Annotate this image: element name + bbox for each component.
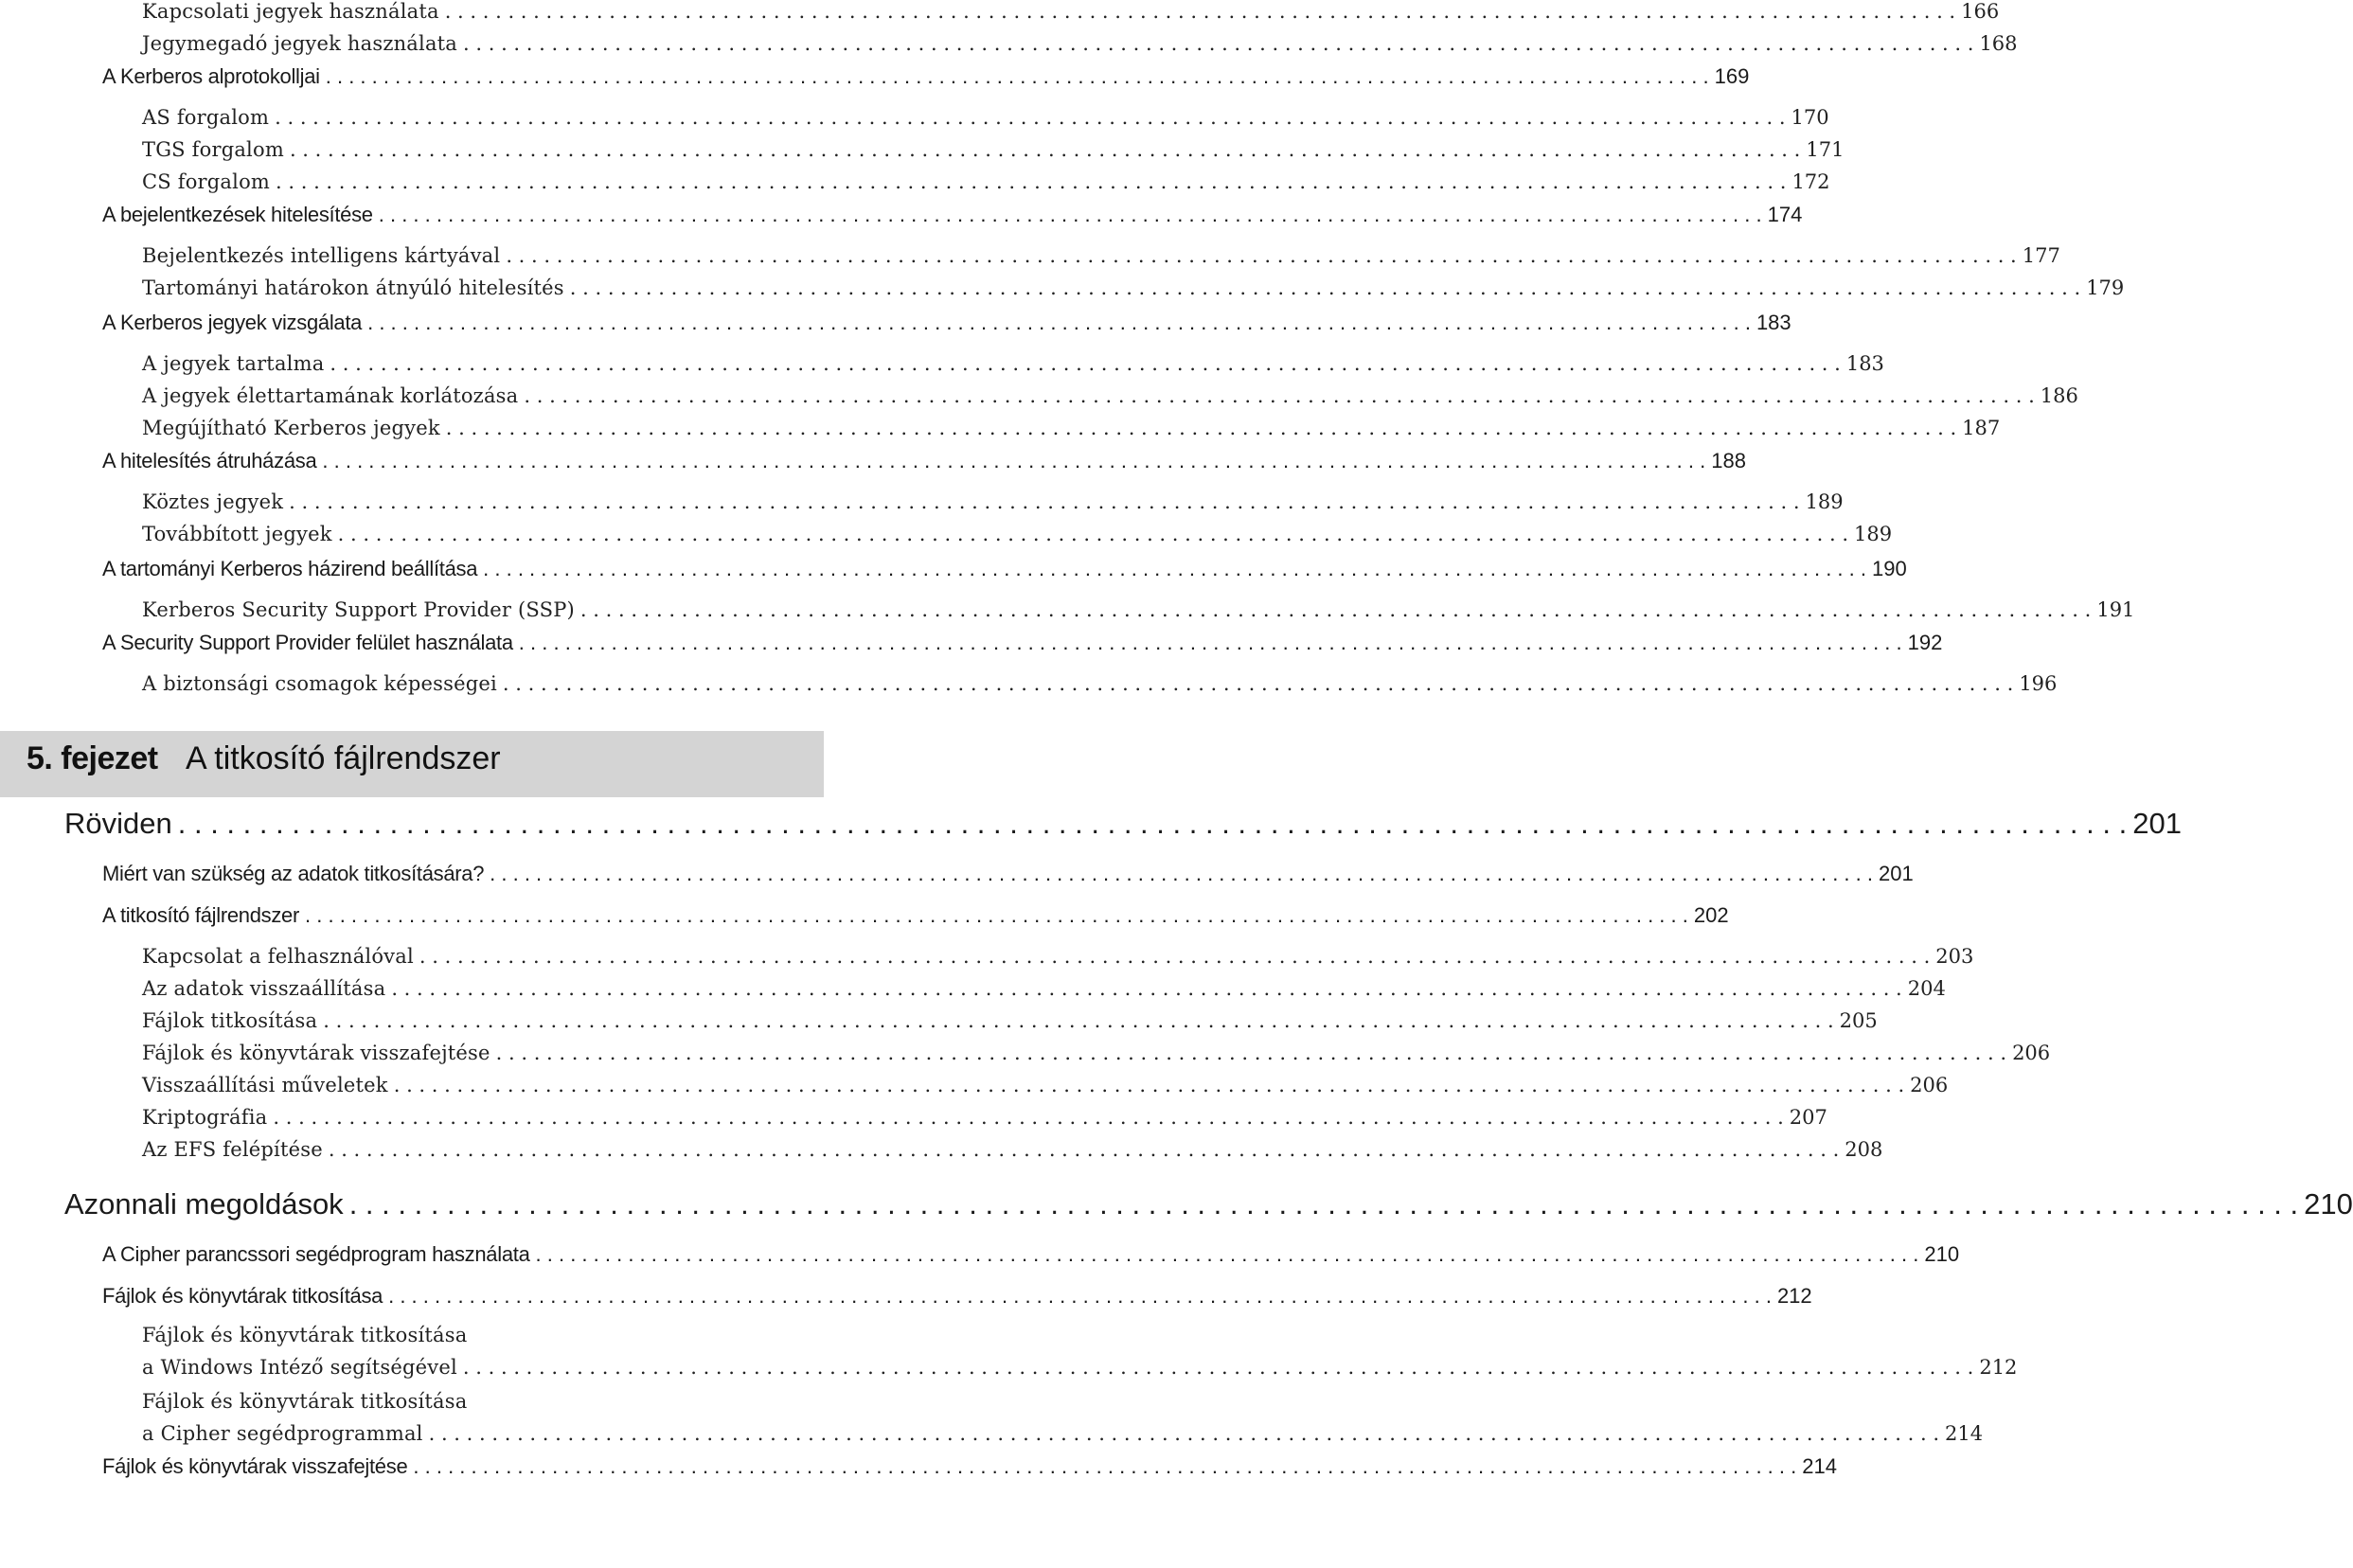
toc-entry [142,138,1845,161]
toc-entry-page: 207 [1789,1106,1827,1129]
toc-entry-page: 166 [1961,0,2000,23]
toc-entry-title: TGS forgalom [142,138,284,161]
toc-entry [142,106,1829,129]
toc-entry-title-line1: Fájlok és könyvtárak titkosítása [142,1390,468,1413]
leader-dots: . . . . . . . . . . . . . . . . . . . . . . . . . . . . . . . . . . . . . . . . . . . . . . . . . . . . . . . . . . . . . . . . . . . . . . . . . . . . . . . . . . . . . . . . . . . . . . . . . . . . . . . . . . . . . . . . . . . . . . . . [289,138,1801,161]
toc-entry [142,490,1844,513]
leader-dots: . . . . . . . . . . . . . . . . . . . . . . . . . . . . . . . . . . . . . . . . . . . . . . . . . . . . . . . . . . . . . . . . . . . . . . . . . . . . . . . . . . . . . . . . . . . . . . . . . . . . . . . . . . . . . . . . . . . . . . . . [495,1042,2007,1064]
toc-entry-title: Az adatok visszaállítása [142,977,386,1000]
toc-entry-title: A tartományi Kerberos házirend beállítása [102,557,478,580]
toc-entry-page: 183 [1756,311,1791,334]
toc-entry [142,244,2060,267]
toc-entry-title: A biztonsági csomagok képességei [142,672,497,695]
toc-entry-title: a Cipher segédprogrammal [142,1422,423,1445]
toc-entry [102,203,1803,227]
toc-entry [142,1074,1949,1096]
toc-entry-title: CS forgalom [142,170,271,193]
toc-entry [142,384,2078,407]
leader-dots: . . . . . . . . . . . . . . . . . . . . . . . . . . . . . . . . . . . . . . . . . . . . . . . . . . . . . . . . . . . . . . . . . . . . . . . . . . . . . . . . . . . . . . . . . . . . . . . . . . . . . . . . . . . . . . . . . . . . . . . . [444,0,1956,23]
toc-entry-page: 192 [1907,631,1943,654]
toc-entry-page: 208 [1845,1138,1883,1161]
toc-entry-page: 174 [1767,203,1803,226]
leader-dots: . . . . . . . . . . . . . . . . . . . . . . . . . . . . . . . . . . . . . . . . . . . . . . . . . . . . . . . . . . . . . . . . . . . . . . . . . . . . . . . . . . . . . . . . . . . . . . . . . . . . . . . . . . . . . . . . . . . . . . . . [177,807,2128,840]
leader-dots: . . . . . . . . . . . . . . . . . . . . . . . . . . . . . . . . . . . . . . . . . . . . . . . . . . . . . . . . . . . . . . . . . . . . . . . . . . . . . . . . . . . . . . . . . . . . . . . . . . . . . . . . . . . . . . . . . . . . . . . . [413,1454,1797,1478]
chapter-number: 5. fejezet [27,740,158,776]
toc-entry [102,862,1914,886]
toc-entry-title: Megújítható Kerberos jegyek [142,417,440,439]
toc-entry-title: Azonnali megoldások [64,1187,344,1221]
toc-entry-page: 214 [1802,1454,1837,1478]
toc-entry-page: 202 [1693,903,1729,927]
toc-entry [142,1042,2051,1064]
toc-entry-title: Bejelentkezés intelligens kártyával [142,244,501,267]
toc-entry [142,945,1974,968]
toc-entry-page: 203 [1935,945,1974,968]
toc-entry [142,598,2135,621]
toc-entry-title: A Cipher parancssori segédprogram használata [102,1242,530,1266]
leader-dots: . . . . . . . . . . . . . . . . . . . . . . . . . . . . . . . . . . . . . . . . . . . . . . . . . . . . . . . . . . . . . . . . . . . . . . . . . . . . . . . . . . . . . . . . . . . . . . . . . . . . . . . . . . . . . . . . . . . . . . . . [367,311,1751,334]
toc-entry [142,32,2018,55]
leader-dots: . . . . . . . . . . . . . . . . . . . . . . . . . . . . . . . . . . . . . . . . . . . . . . . . . . . . . . . . . . . . . . . . . . . . . . . . . . . . . . . . . . . . . . . . . . . . . . . . . . . . . . . . . . . . . . . . . . . . . . . . [388,1284,1772,1308]
leader-dots: . . . . . . . . . . . . . . . . . . . . . . . . . . . . . . . . . . . . . . . . . . . . . . . . . . . . . . . . . . . . . . . . . . . . . . . . . . . . . . . . . . . . . . . . . . . . . . . . . . . . . . . . . . . . . . . . . . . . . . . . [273,1106,1784,1129]
toc-entry-title: Fájlok és könyvtárak titkosítása [102,1284,383,1308]
toc-entry [102,557,1907,581]
toc-entry [142,1356,2018,1379]
toc-entry [102,1242,1960,1267]
toc-entry-page: 170 [1791,106,1829,129]
toc-entry-page: 186 [2040,384,2078,407]
toc-entry-page: 172 [1791,170,1830,193]
toc-entry-page: 212 [1776,1284,1812,1308]
leader-dots: . . . . . . . . . . . . . . . . . . . . . . . . . . . . . . . . . . . . . . . . . . . . . . . . . . . . . . . . . . . . . . . . . . . . . . . . . . . . . . . . . . . . . . . . . . . . . . . . . . . . . . . . . . . . . . . . . . . . . . . . [391,977,1902,1000]
leader-dots: . . . . . . . . . . . . . . . . . . . . . . . . . . . . . . . . . . . . . . . . . . . . . . . . . . . . . . . . . . . . . . . . . . . . . . . . . . . . . . . . . . . . . . . . . . . . . . . . . . . . . . . . . . . . . . . . . . . . . . . . [506,244,2017,267]
leader-dots: . . . . . . . . . . . . . . . . . . . . . . . . . . . . . . . . . . . . . . . . . . . . . . . . . . . . . . . . . . . . . . . . . . . . . . . . . . . . . . . . . . . . . . . . . . . . . . . . . . . . . . . . . . . . . . . . . . . . . . . . [518,631,1902,654]
toc-entry [142,1009,1878,1032]
toc-entry [102,64,1750,89]
toc-entry-title: A Kerberos alprotokolljai [102,64,320,88]
leader-dots: . . . . . . . . . . . . . . . . . . . . . . . . . . . . . . . . . . . . . . . . . . . . . . . . . . . . . . . . . . . . . . . . . . . . . . . . . . . . . . . . . . . . . . . . . . . . . . . . . . . . . . . . . . . . . . . . . . . . . . . . [305,903,1688,927]
toc-entry [142,170,1830,193]
leader-dots: . . . . . . . . . . . . . . . . . . . . . . . . . . . . . . . . . . . . . . . . . . . . . . . . . . . . . . . . . . . . . . . . . . . . . . . . . . . . . . . . . . . . . . . . . . . . . . . . . . . . . . . . . . . . . . . . . . . . . . . . [328,1138,1840,1161]
leader-dots: . . . . . . . . . . . . . . . . . . . . . . . . . . . . . . . . . . . . . . . . . . . . . . . . . . . . . . . . . . . . . . . . . . . . . . . . . . . . . . . . . . . . . . . . . . . . . . . . . . . . . . . . . . . . . . . . . . . . . . . . [502,672,2014,695]
toc-entry-page: 210 [1924,1242,1960,1266]
toc-entry-title: Fájlok titkosítása [142,1009,318,1032]
leader-dots: . . . . . . . . . . . . . . . . . . . . . . . . . . . . . . . . . . . . . . . . . . . . . . . . . . . . . . . . . . . . . . . . . . . . . . . . . . . . . . . . . . . . . . . . . . . . . . . . . . . . . . . . . . . . . . . . . . . . . . . . [463,32,1974,55]
toc-entry-page: 171 [1806,138,1845,161]
leader-dots: . . . . . . . . . . . . . . . . . . . . . . . . . . . . . . . . . . . . . . . . . . . . . . . . . . . . . . . . . . . . . . . . . . . . . . . . . . . . . . . . . . . . . . . . . . . . . . . . . . . . . . . . . . . . . . . . . . . . . . . . [330,352,1841,375]
toc-entry-page: 191 [2096,598,2135,621]
toc-entry [64,1187,2353,1221]
toc-entry-title: a Windows Intéző segítségével [142,1356,457,1379]
toc-entry-title: Kapcsolati jegyek használata [142,0,439,23]
leader-dots: . . . . . . . . . . . . . . . . . . . . . . . . . . . . . . . . . . . . . . . . . . . . . . . . . . . . . . . . . . . . . . . . . . . . . . . . . . . . . . . . . . . . . . . . . . . . . . . . . . . . . . . . . . . . . . . . . . . . . . . . [393,1074,1905,1096]
toc-entry-title: Továbbított jegyek [142,523,332,545]
leader-dots: . . . . . . . . . . . . . . . . . . . . . . . . . . . . . . . . . . . . . . . . . . . . . . . . . . . . . . . . . . . . . . . . . . . . . . . . . . . . . . . . . . . . . . . . . . . . . . . . . . . . . . . . . . . . . . . . . . . . . . . . [524,384,2035,407]
toc-entry-page: 189 [1854,523,1893,545]
toc-entry-title-line1: Fájlok és könyvtárak titkosítása [142,1324,468,1346]
toc-entry [64,807,2182,841]
leader-dots: . . . . . . . . . . . . . . . . . . . . . . . . . . . . . . . . . . . . . . . . . . . . . . . . . . . . . . . . . . . . . . . . . . . . . . . . . . . . . . . . . . . . . . . . . . . . . . . . . . . . . . . . . . . . . . . . . . . . . . . . [325,64,1709,88]
leader-dots: . . . . . . . . . . . . . . . . . . . . . . . . . . . . . . . . . . . . . . . . . . . . . . . . . . . . . . . . . . . . . . . . . . . . . . . . . . . . . . . . . . . . . . . . . . . . . . . . . . . . . . . . . . . . . . . . . . . . . . . . [337,523,1849,545]
toc-entry-title: A Security Support Provider felület használata [102,631,513,654]
toc-entry-title: Köztes jegyek [142,490,284,513]
toc-entry [142,1138,1883,1161]
leader-dots: . . . . . . . . . . . . . . . . . . . . . . . . . . . . . . . . . . . . . . . . . . . . . . . . . . . . . . . . . . . . . . . . . . . . . . . . . . . . . . . . . . . . . . . . . . . . . . . . . . . . . . . . . . . . . . . . . . . . . . . . [322,449,1706,472]
toc-entry-page: 214 [1945,1422,1984,1445]
toc-entry-title: A bejelentkezések hitelesítése [102,203,373,226]
toc-entry-title: Visszaállítási műveletek [142,1074,388,1096]
toc-entry [102,449,1746,473]
toc-entry-title: A jegyek élettartamának korlátozása [142,384,519,407]
leader-dots: . . . . . . . . . . . . . . . . . . . . . . . . . . . . . . . . . . . . . . . . . . . . . . . . . . . . . . . . . . . . . . . . . . . . . . . . . . . . . . . . . . . . . . . . . . . . . . . . . . . . . . . . . . . . . . . . . . . . . . . . [428,1422,1940,1445]
toc-entry-title: AS forgalom [142,106,270,129]
toc-entry-title: Miért van szükség az adatok titkosítására? [102,862,485,885]
toc-entry-title: Kriptográfia [142,1106,268,1129]
toc-entry [102,311,1791,335]
toc-entry-page: 212 [1979,1356,2018,1379]
toc-entry [102,1454,1837,1479]
toc-entry-title: Röviden [64,807,172,840]
toc-entry-title: Az EFS felépítése [142,1138,323,1161]
toc-entry-title: A jegyek tartalma [142,352,325,375]
chapter-title: A titkosító fájlrendszer [186,740,501,776]
toc-entry-page: 169 [1714,64,1750,88]
leader-dots: . . . . . . . . . . . . . . . . . . . . . . . . . . . . . . . . . . . . . . . . . . . . . . . . . . . . . . . . . . . . . . . . . . . . . . . . . . . . . . . . . . . . . . . . . . . . . . . . . . . . . . . . . . . . . . . . . . . . . . . . [535,1242,1919,1266]
toc-entry-title: Fájlok és könyvtárak visszafejtése [102,1454,408,1478]
leader-dots: . . . . . . . . . . . . . . . . . . . . . . . . . . . . . . . . . . . . . . . . . . . . . . . . . . . . . . . . . . . . . . . . . . . . . . . . . . . . . . . . . . . . . . . . . . . . . . . . . . . . . . . . . . . . . . . . . . . . . . . . [569,276,2081,299]
toc-entry [142,276,2125,299]
toc-entry [142,0,2000,23]
toc-entry-title: Tartományi határokon átnyúló hitelesítés [142,276,564,299]
toc-entry-page: 190 [1872,557,1907,580]
toc-entry-page: 201 [1879,862,1914,885]
toc-entry-title: Kapcsolat a felhasználóval [142,945,414,968]
leader-dots: . . . . . . . . . . . . . . . . . . . . . . . . . . . . . . . . . . . . . . . . . . . . . . . . . . . . . . . . . . . . . . . . . . . . . . . . . . . . . . . . . . . . . . . . . . . . . . . . . . . . . . . . . . . . . . . . . . . . . . . . [483,557,1866,580]
toc-entry-title: Fájlok és könyvtárak visszafejtése [142,1042,490,1064]
toc-entry-page: 204 [1907,977,1946,1000]
leader-dots: . . . . . . . . . . . . . . . . . . . . . . . . . . . . . . . . . . . . . . . . . . . . . . . . . . . . . . . . . . . . . . . . . . . . . . . . . . . . . . . . . . . . . . . . . . . . . . . . . . . . . . . . . . . . . . . . . . . . . . . . [462,1356,1974,1379]
leader-dots: . . . . . . . . . . . . . . . . . . . . . . . . . . . . . . . . . . . . . . . . . . . . . . . . . . . . . . . . . . . . . . . . . . . . . . . . . . . . . . . . . . . . . . . . . . . . . . . . . . . . . . . . . . . . . . . . . . . . . . . . [490,862,1873,885]
leader-dots: . . . . . . . . . . . . . . . . . . . . . . . . . . . . . . . . . . . . . . . . . . . . . . . . . . . . . . . . . . . . . . . . . . . . . . . . . . . . . . . . . . . . . . . . . . . . . . . . . . . . . . . . . . . . . . . . . . . . . . . . [579,598,2092,621]
toc-entry-page: 188 [1711,449,1746,472]
leader-dots: . . . . . . . . . . . . . . . . . . . . . . . . . . . . . . . . . . . . . . . . . . . . . . . . . . . . . . . . . . . . . . . . . . . . . . . . . . . . . . . . . . . . . . . . . . . . . . . . . . . . . . . . . . . . . . . . . . . . . . . . [419,945,1931,968]
toc-entry [142,977,1946,1000]
toc-entry [142,352,1884,375]
toc-entry [142,417,2001,439]
toc-entry-page: 187 [1962,417,2001,439]
toc-entry-page: 189 [1805,490,1844,513]
toc-entry-page: 196 [2019,672,2058,695]
toc-entry-page: 210 [2304,1187,2353,1221]
leader-dots: . . . . . . . . . . . . . . . . . . . . . . . . . . . . . . . . . . . . . . . . . . . . . . . . . . . . . . . . . . . . . . . . . . . . . . . . . . . . . . . . . . . . . . . . . . . . . . . . . . . . . . . . . . . . . . . . . . . . . . . . [275,106,1786,129]
toc-entry-page: 177 [2022,244,2060,267]
toc-entry-title: Kerberos Security Support Provider (SSP) [142,598,575,621]
toc-entry-title: A hitelesítés átruházása [102,449,317,472]
toc-entry-title: A titkosító fájlrendszer [102,903,300,927]
toc-entry [102,631,1943,655]
toc-entry-page: 205 [1839,1009,1878,1032]
toc-entry [142,1106,1827,1129]
toc-entry [142,523,1893,545]
leader-dots: . . . . . . . . . . . . . . . . . . . . . . . . . . . . . . . . . . . . . . . . . . . . . . . . . . . . . . . . . . . . . . . . . . . . . . . . . . . . . . . . . . . . . . . . . . . . . . . . . . . . . . . . . . . . . . . . . . . . . . . . [289,490,1800,513]
leader-dots: . . . . . . . . . . . . . . . . . . . . . . . . . . . . . . . . . . . . . . . . . . . . . . . . . . . . . . . . . . . . . . . . . . . . . . . . . . . . . . . . . . . . . . . . . . . . . . . . . . . . . . . . . . . . . . . . . . . . . . . . [378,203,1762,226]
leader-dots: . . . . . . . . . . . . . . . . . . . . . . . . . . . . . . . . . . . . . . . . . . . . . . . . . . . . . . . . . . . . . . . . . . . . . . . . . . . . . . . . . . . . . . . . . . . . . . . . . . . . . . . . . . . . . . . . . . . . . . . . [276,170,1787,193]
toc-entry [142,672,2058,695]
toc-entry-title: A Kerberos jegyek vizsgálata [102,311,363,334]
toc-entry [142,1422,1984,1445]
toc-entry-page: 183 [1845,352,1884,375]
toc-entry-page: 206 [1910,1074,1949,1096]
toc-entry-page: 168 [1979,32,2018,55]
leader-dots: . . . . . . . . . . . . . . . . . . . . . . . . . . . . . . . . . . . . . . . . . . . . . . . . . . . . . . . . . . . . . . . . . . . . . . . . . . . . . . . . . . . . . . . . . . . . . . . . . . . . . . . . . . . . . . . . . . . . . . . . [323,1009,1834,1032]
toc-entry-page: 201 [2132,807,2182,840]
leader-dots: . . . . . . . . . . . . . . . . . . . . . . . . . . . . . . . . . . . . . . . . . . . . . . . . . . . . . . . . . . . . . . . . . . . . . . . . . . . . . . . . . . . . . . . . . . . . . . . . . . . . . . . . . . . . . . . . . . . . . . . . [348,1187,2299,1221]
leader-dots: . . . . . . . . . . . . . . . . . . . . . . . . . . . . . . . . . . . . . . . . . . . . . . . . . . . . . . . . . . . . . . . . . . . . . . . . . . . . . . . . . . . . . . . . . . . . . . . . . . . . . . . . . . . . . . . . . . . . . . . . [445,417,1957,439]
toc-entry [102,1284,1812,1309]
toc-entry-page: 179 [2086,276,2125,299]
toc-entry [102,903,1729,928]
toc-entry-page: 206 [2012,1042,2051,1064]
toc-entry-title: Jegymegadó jegyek használata [142,32,458,55]
